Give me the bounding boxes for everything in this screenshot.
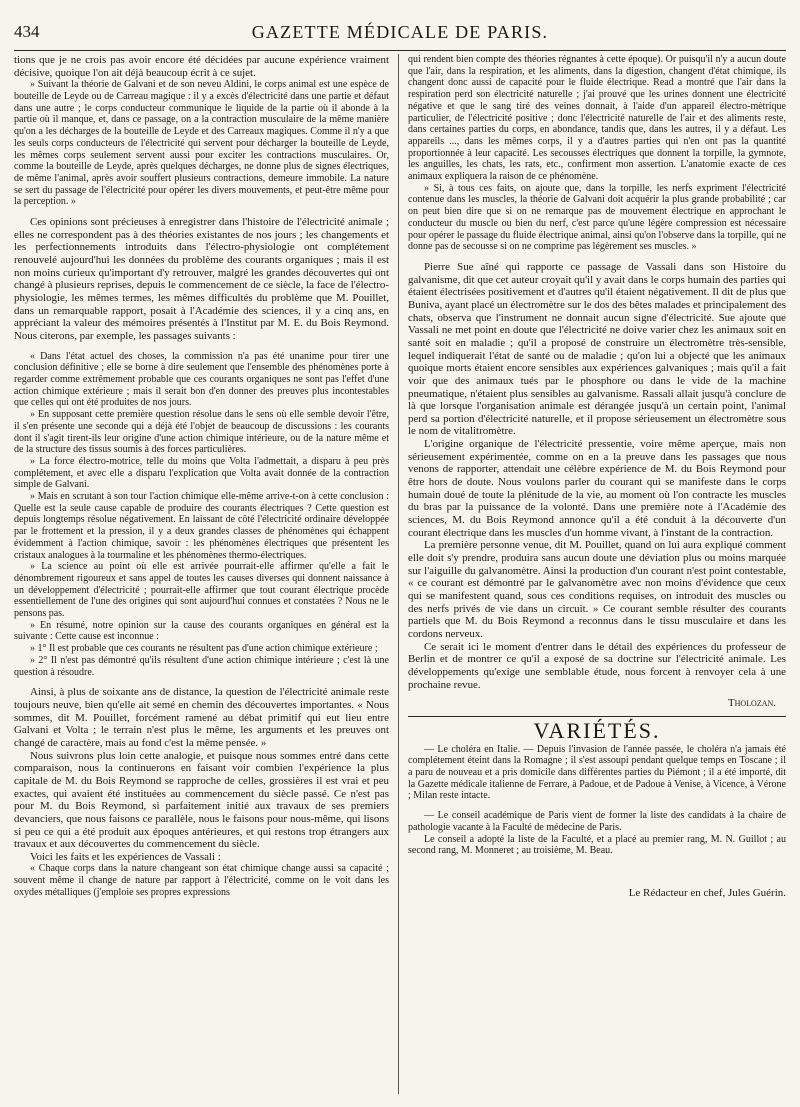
- quote-paragraph: » En supposant cette première question résolue dans le sens où elle semble devoir l'être, il s'en présente une seconde qui a déjà été l'objet de beaucoup de discussions : les courants dont il s'agit tirent-ils leur origine d'une action chimique intérieure, ou de la nature même et de la structure des tissus soumis à des forces particulières.: [14, 409, 389, 456]
- paragraph: Pierre Sue aîné qui rapporte ce passage de Vassali dans son Histoire du galvanisme, dit que cet auteur croyait qu'il y avait dans le corps humain des parties qui étaient électrisées positivement et d'autres qu'il étaient négativement. Il dit de plus que Buniva, ayant placé un électromètre sur le dos des bêtes malades et principalement des chats, observa que l'instrument ne donnait aucun signe d'électricité. Sue ajoute que Vassali ne met point en doute que l'électricité ne doive varier chez les animaux soit en santé soit en maladie ; qu'il a proposé de construire un électromètre très-sensible, lequel indiquerait l'état de santé ou de maladie ; qu'on lui a objecté que les animaux quoique morts étaient encore sensibles aux expériences galvaniques ; mais qu'il a fait voir que des animaux tués par le phosphore ou dans le vide de la machine pneumatique, n'étaient plus sensibles au galvanisme. Rassali allait jusqu'à conclure de là que lorsque l'organisation animale est dérangée jusqu'à un certain point, l'animal perd sa portion d'électricité naturelle, et il propose sérieusement un électromètre sous le nom de vitalitromètre.: [408, 260, 786, 438]
- news-item: — Le choléra en Italie. — Depuis l'invasion de l'année passée, le choléra n'a jamais été complétement éteint dans la Romagne ; il s'est assoupi pendant quelque temps en Toscane ; il a paru de nouveau et a pris domicile dans différentes parties du Piémont ; il a été importé, dit la Gazette médicale italienne de Ferrare, à Padoue, et de Padoue à Venise, à Vicence, à Vérone ; Milan reste intacte.: [408, 743, 786, 802]
- left-column: [14, 54, 389, 1099]
- quote-paragraph: » Si, à tous ces faits, on ajoute que, dans la torpille, les nerfs expriment l'électricité contenue dans les muscles, la théorie de Galvani doit acquérir la plus grande probabilité ; car on peut bien dire que si on ne remarque pas de mouvement électrique en approchant le conducteur du muscle ou bien du nerf, c'est parce qu'une légère compression est nécessaire pour opérer le passage du fluide électrique animal, ainsi qu'on l'observe dans la torpille, qui ne donne pas de secousse si on ne comprime pas légèrement ses muscles. »: [408, 182, 786, 253]
- news-item: — Le conseil académique de Paris vient de former la liste des candidats à la chaire de pathologie vacante à la Faculté de médecine de Paris.: [408, 810, 786, 833]
- journal-title: GAZETTE MÉDICALE DE PARIS.: [251, 22, 549, 42]
- quote-paragraph: « Dans l'état actuel des choses, la commission n'a pas été unanime pour tirer une conclusion définitive ; elle se borne à dire seulement que l'ensemble des phénomènes porte à regarder comme extrêmement probable que ces courants organiques ne sont pas l'effet d'une action chimique extérieure ; mais il serait bon d'en donner des preuves plus incontestables que celles qui ont été produites de nos jours.: [14, 350, 389, 409]
- quote-paragraph: » La force électro-motrice, telle du moins que Volta l'admettait, a disparu à peu près complétement, et avec elle a disparu l'explication que Volta avait donnée de la contraction simple de Galvani.: [14, 455, 389, 491]
- quote-paragraph: » 1° Il est probable que ces courants ne résultent pas d'une action chimique extérieure ;: [30, 643, 378, 655]
- quote-paragraph: qui rendent bien compte des théories régnantes à cette époque). Or puisqu'il n'y a aucun doute que l'air, dans la respiration, et les aliments, dans la digestion, changent d'état chimique, ils changent donc aussi de capacité pour le fluide électrique. Read a montré que l'air dans la respiration perd son électricité naturelle ; j'ai prouvé que les urines donnent une électricité négative et que le sang tiré des veines donnait, à l'aide d'un appareil électro-mètrique particulier, de l'électricité positive ; donc l'électricité naturelle de l'air et des aliments reste, dans certaines parties du corps, en abondance, tandis que, dans les autres, il y a défaut. Les appareils ..., dans les mêmes corps, il y a d'autres parties qui n'en ont pas la quantité proportionnée à leur capacité. Les secousses électriques que donnent la torpille, la gymnote, les anguilles, les chats, les rats, etc., confirment mon assertion. L'anatomie exacte de ces animaux expliquera la raison de ce phénomène.: [408, 54, 786, 183]
- paragraph: Ainsi, à plus de soixante ans de distance, la question de l'électricité animale reste toujours neuve, bien qu'elle ait semé en chemin des découvertes importantes. « Nous sommes, dit M. Pouillet, forcément ramené au débat primitif qui eut lieu entre Galvani et Volta ; le terrain n'est plus le même, les arguments et les preuves ont changé de caractère, mais au fond c'est la même pensée. »: [14, 686, 389, 749]
- varietes-title: VARIÉTÉS.: [533, 717, 661, 743]
- paragraph: Nous suivrons plus loin cette analogie, et puisque nous sommes entré dans cette comparaison, nous la continuerons en faisant voir combien l'expérience la plus capitale de M. du Bois Reymond se rapproche de celles, grossières il est vrai et peu exactes, qui avaient été instituées au commencement du siècle passé. Ce n'est pas pour M. du Bois Reymond, si parfaitement initié aux travaux de ses premiers devanciers, que nous faisons ce parallèle, nous le faisons pour nous-même, qui lisons si peu ce qui a été produit aux époques antérieures, et qui restons trop étrangers aux travaux et aux découvertes du commencement du siècle.: [14, 749, 389, 851]
- column-divider: [398, 54, 399, 1094]
- quote-paragraph: » Suivant la théorie de Galvani et de son neveu Aldini, le corps animal est une espèce de bouteille de Leyde ou de Carreau magique : il y a excès d'électricité dans une partie et défaut dans une autre ; le corps conducteur communique le liquide de la partie où il abonde à la partie où il manque, et, dans ce passage, on a la contraction musculaire de la même manière qu'on a les décharges de la bouteille de Leyde et des Carreaux magiques. Comme il n'y a que les seuls corps conducteurs de l'électricité qui servent pour décharger la bouteille de Leyde, les mêmes corps seulement servent aussi pour exciter les contractions musculaires. Or, comme la bouteille de Leyde, après quelques décharges, ne donne plus de signes électriques, de même l'animal, après avoir souffert plusieurs contractions, demeure immobile. La nature se sert du passage de l'électricité pour opérer les divers mouvements, et peut-être même pour la perception. »: [14, 79, 389, 208]
- article-signature: Tholozan.: [727, 697, 776, 710]
- right-column: [408, 54, 786, 1099]
- page-number: 434: [14, 22, 40, 41]
- paragraph: Ces opinions sont précieuses à enregistrer dans l'histoire de l'électricité animale ; elles ne correspondent pas à des théories existantes de nos jours ; les changements et les perfectionnements introduits dans l'électro-physiologie ont complétement renouvelé aujourd'hui les données du problème des courants organiques ; mais il est non moins curieux qu'important d'y retrouver, malgré les grandes découvertes qui ont changé à plusieurs reprises, depuis le commencement de ce siècle, la face de l'électro-physiologie, les mêmes termes, les mêmes difficultés du problème que M. Pouillet, dans un remarquable rapport, posait à l'Académie des sciences, il y a cinq ans, en appréciant la valeur des mémoires présentés à l'Institut par M. E. du Bois Reymond. Nous citerons, par exemple, les passages suivants :: [14, 216, 389, 342]
- paragraph: Voici les faits et les expériences de Vassali :: [30, 850, 221, 863]
- editor-signature: Le Rédacteur en chef, Jules Guérin.: [628, 886, 786, 899]
- news-item: Le conseil a adopté la liste de la Faculté, et a placé au premier rang, M. N. Guillot ; au second rang, M. Monneret ; au troisième, M. Beau.: [408, 833, 786, 857]
- paragraph: Ce serait ici le moment d'entrer dans le détail des expériences du professeur de Berlin et de montrer ce qu'il a exposé de sa doctrine sur l'électricité animale. Les développements qu'exige une semblable étude, nous forcent à renvoyer cela à une prochaine revue.: [408, 640, 786, 691]
- paragraph: tions que je ne crois pas avoir encore été décidées par aucune expérience vraiment décisive, quoique l'on ait déjà beaucoup écrit à ce sujet.: [14, 54, 389, 79]
- quote-paragraph: » Mais en scrutant à son tour l'action chimique elle-même arrive-t-on à cette conclusion : Quelle est la seule cause capable de produire des courants électriques ? Cette question est depuis longtemps résolue négativement. En laissant de côté l'électricité ordinaire développée par le frottement et la pression, il y a deux grandes classes de phénomènes qui échappent évidemment à l'action chimique, savoir : les phénomènes électriques que présentent les cristaux analogues à la tourmaline et les phénomènes thermo-électriques.: [14, 491, 389, 561]
- paragraph: L'origine organique de l'électricité pressentie, voire même aperçue, mais non sérieusement expérimentée, comme on en a la preuve dans les passages que nous venons de rapporter, attendait une célèbre expérience de M. du Bois Reymond pour être hors de doute. Nous voulons parler du courant qui se manifeste dans le corps humain doué de toute la plénitude de la vie, au moment où l'on contracte les muscles du bras par la puissance de la volonté. Dans une première note à l'Académie des sciences, M. du Bois Reymond annonce qu'il a été conduit à la découverte d'un courant électrique dans les muscles d'un homme vivant, à l'instant de la contraction.: [408, 438, 786, 539]
- quote-paragraph: « Chaque corps dans la nature changeant son état chimique change aussi sa capacité ; souvent même il change de nature par rapport à l'électricité, comme on le voit dans les oxydes métalliques (j'emploie ses propres expressions: [14, 863, 389, 898]
- quote-paragraph: » 2° Il n'est pas démontré qu'ils résultent d'une action chimique intérieure ; c'est là une question à résoudre.: [14, 654, 389, 678]
- quote-paragraph: » La science au point où elle est arrivée pourrait-elle affirmer qu'elle a fait le dénombrement rigoureux et sans appel de toutes les causes diverses qui donnent naissance à un développement d'électricité ; pourrait-elle affirmer que tout courant électrique procède essentiellement de l'une des origines qui sont aujourd'hui connues et constatées ? Nous ne le pensons pas.: [14, 561, 389, 620]
- page-header: [14, 10, 786, 51]
- section-divider: [408, 716, 786, 717]
- paragraph: La première personne venue, dit M. Pouillet, quand on lui aura expliqué comment elle doit s'y prendre, produira sans aucun doute une déviation plus ou moins marquée sur l'aiguille du galvanomètre. Ainsi la production d'un courant n'est point contestable, « ce courant est démontré par le galvanomètre avec non moins d'évidence que ceux qui se manifestent quand, sous ces conditions requises, on introduit des muscles ou des nerfs privés de vie dans un circuit. » Ce courant semble résulter des courants partiels que M. du Bois Reymond a reconnus dans le tissu musculaire et dans les cordons nerveux.: [408, 539, 786, 640]
- quote-paragraph: » En résumé, notre opinion sur la cause des courants organiques en général est la suivante : Cette cause est inconnue :: [14, 619, 389, 643]
